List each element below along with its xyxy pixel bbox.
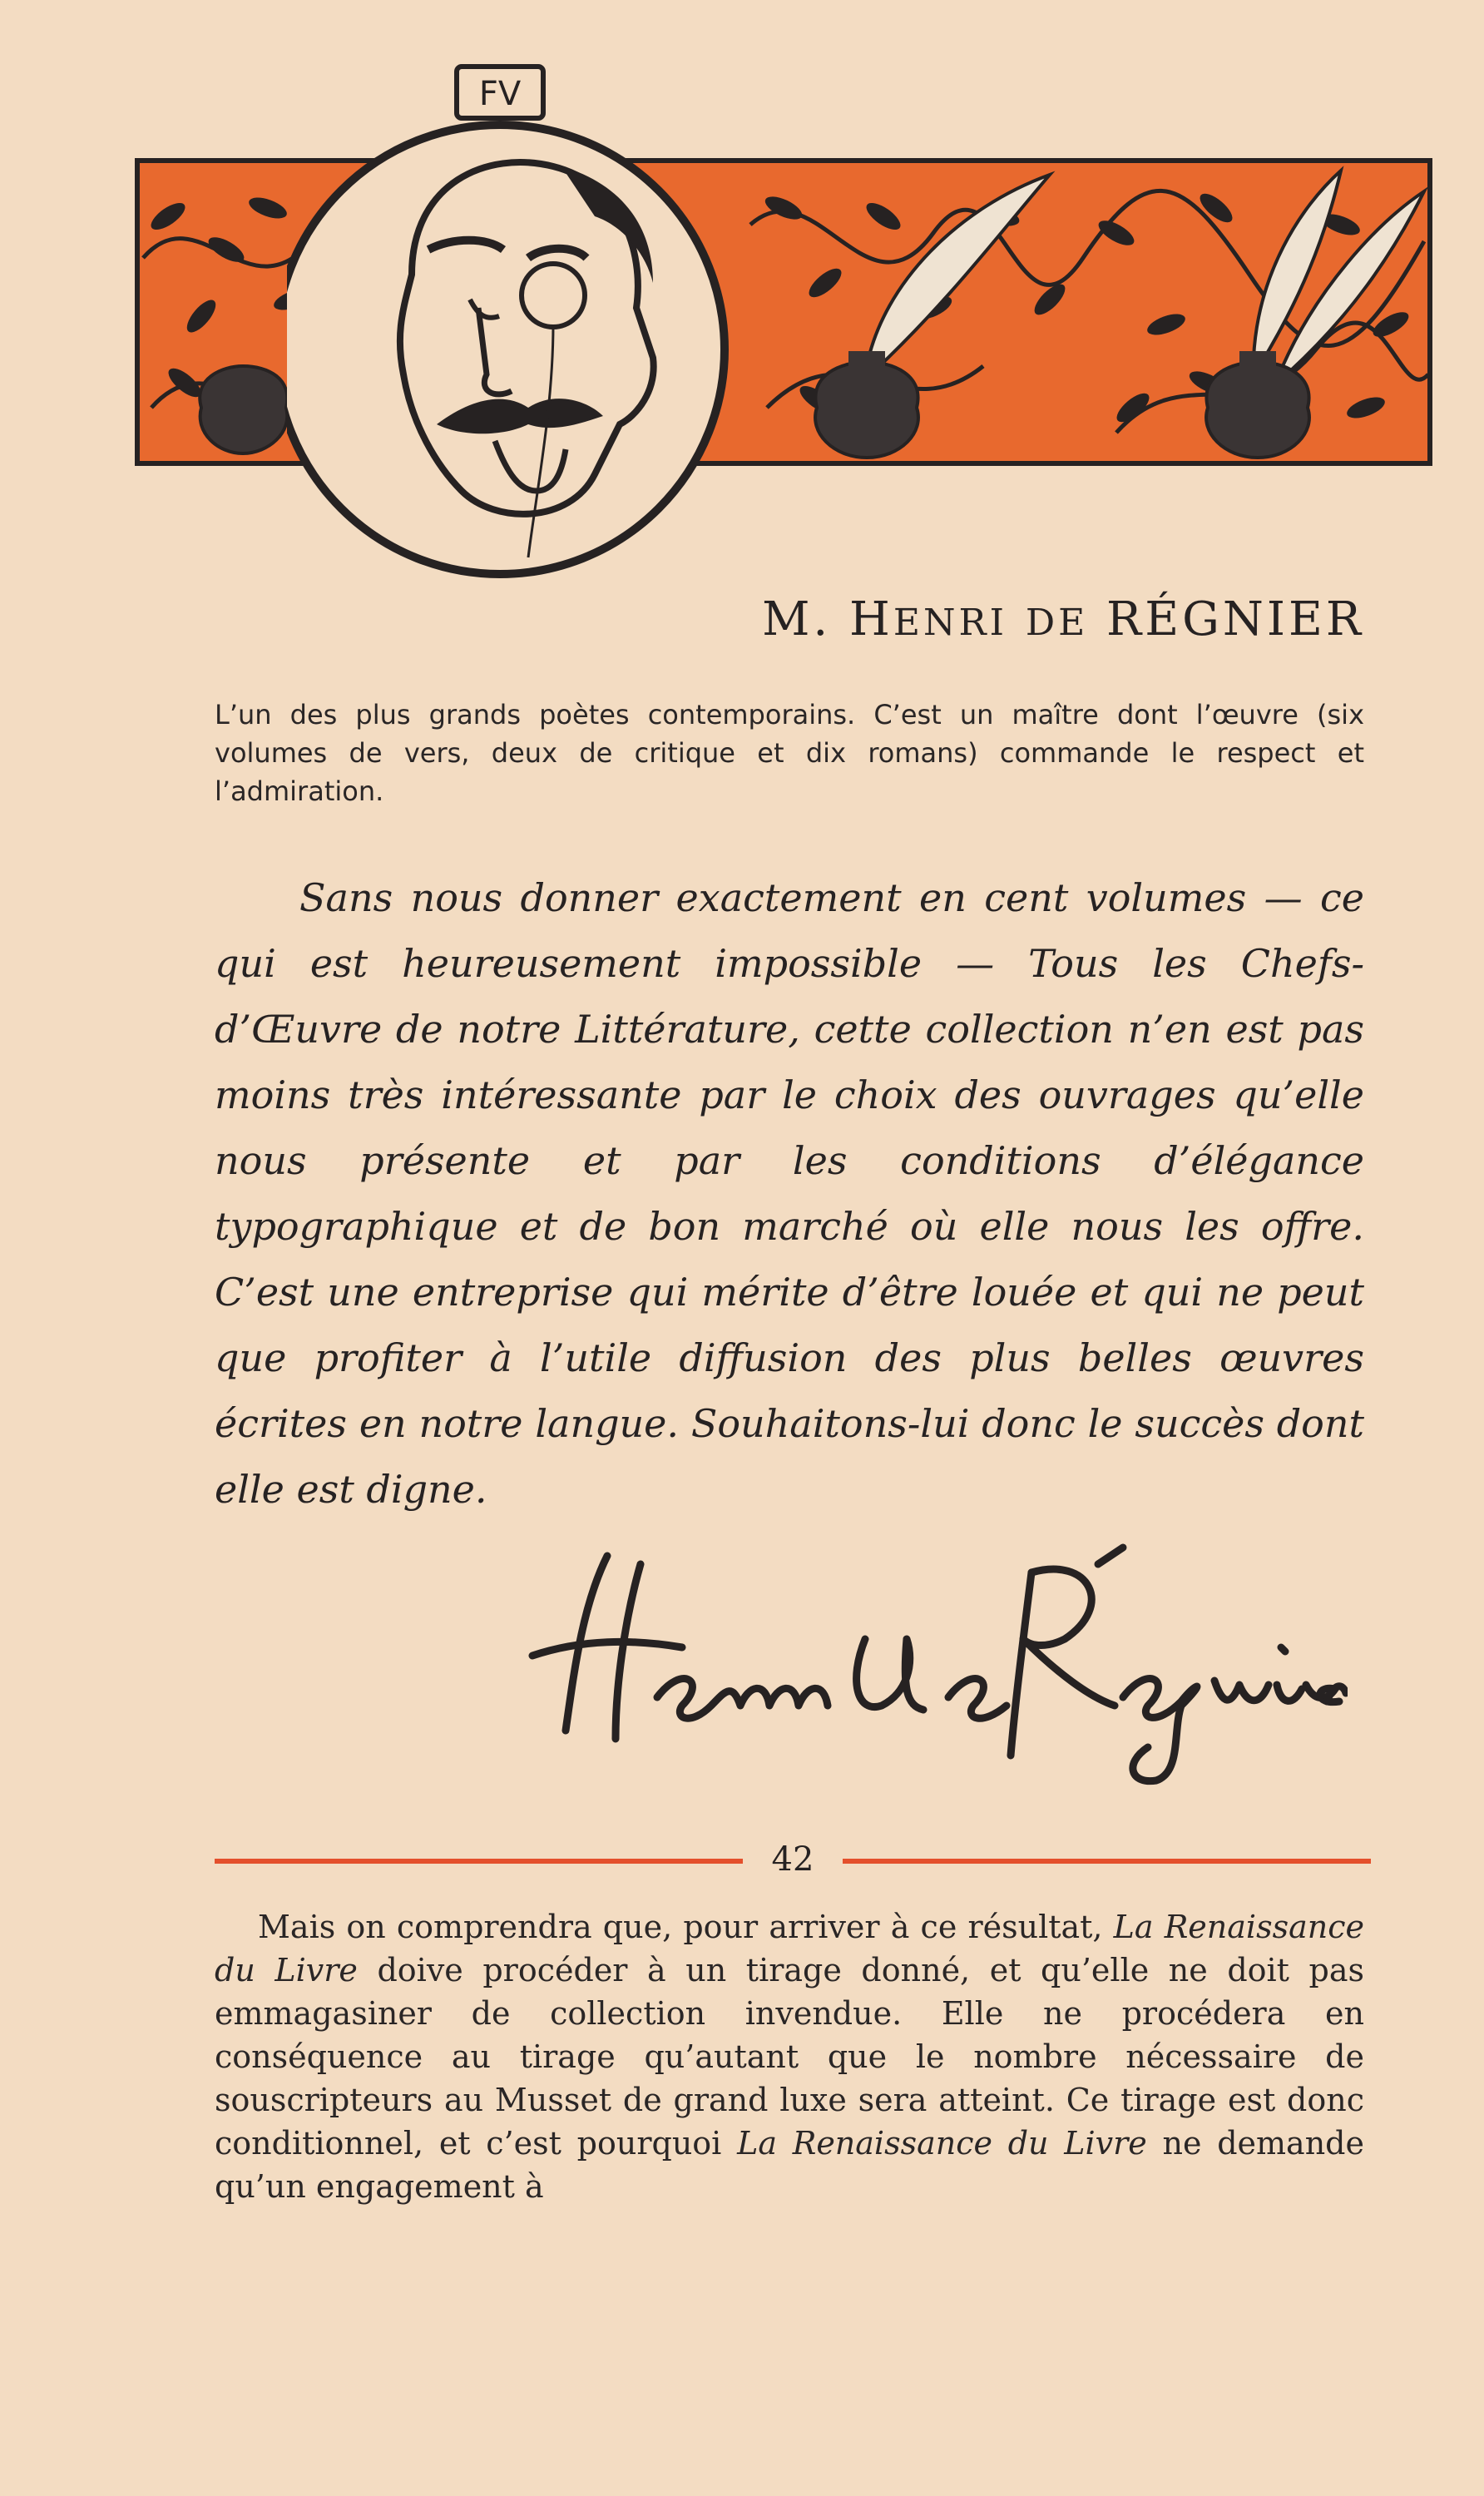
body-italic-2: La Renaissance du Livre bbox=[737, 2125, 1147, 2162]
page-number: 42 bbox=[771, 1840, 814, 1879]
body-text-1: Mais on comprendra que, pour arriver à ce résultat, bbox=[258, 1909, 1114, 1945]
title-surname: RÉGNIER bbox=[1106, 592, 1364, 646]
page-title bbox=[682, 592, 1364, 646]
body-text-3: ne demande qu’un engagement à bbox=[215, 2125, 1364, 2205]
page-number-rule bbox=[215, 1839, 1371, 1880]
intro-paragraph: L’un des plus grands poètes contemporains. C’est un maître dont l’œuvre (six volumes de vers, deux de critique et dix romans) commande le respect et l’admiration. bbox=[215, 699, 1364, 807]
body-italic-1: La Renaissance du Livre bbox=[215, 1909, 1364, 1988]
signature-text: Henri de Régnier bbox=[516, 1539, 523, 1540]
quote-paragraph: Sans nous donner exactement en cent volumes — ce qui est heureusement impossible — Tous les Chefs-d’Œuvre de notre Littérature, cette collection n’en est pas moins très intéressante par le choix des ouvrages qu’elle nous présente et par les conditions d’élégance typographique et de bon marché où elle nous les offre. C’est une entreprise qui mérite d’être louée et qui ne peut que profiter à l’utile diffusion des plus belles œuvres écrites en notre langue. Souhaitons-lui donc le succès dont elle est digne. bbox=[215, 875, 1364, 1512]
signature-illustration bbox=[516, 1539, 1348, 1789]
title-first-rest: ENRI bbox=[893, 602, 1008, 644]
monogram: FV bbox=[478, 75, 522, 113]
title-particle: DE bbox=[1025, 602, 1089, 644]
divider-right bbox=[843, 1859, 1371, 1864]
divider-left bbox=[215, 1859, 743, 1864]
handwritten-signature bbox=[516, 1539, 1348, 1789]
portrait-medallion bbox=[287, 58, 766, 582]
body-text-2: doive procéder à un tirage donné, et qu’elle ne doit pas emmagasiner de collection invendue. Elle ne procédera en conséquence au tirage qu’autant que le nombre nécessaire de souscripteurs au Musset de grand luxe sera atteint. Ce tirage est donc conditionnel, et c’est pourquoi bbox=[215, 1952, 1365, 2162]
title-first-initial: H bbox=[849, 592, 893, 646]
body-paragraph bbox=[215, 1905, 1364, 2208]
body-paragraph-text bbox=[215, 1905, 1364, 2208]
portrait-illustration bbox=[287, 58, 766, 582]
title-prefix: M. bbox=[762, 592, 832, 646]
